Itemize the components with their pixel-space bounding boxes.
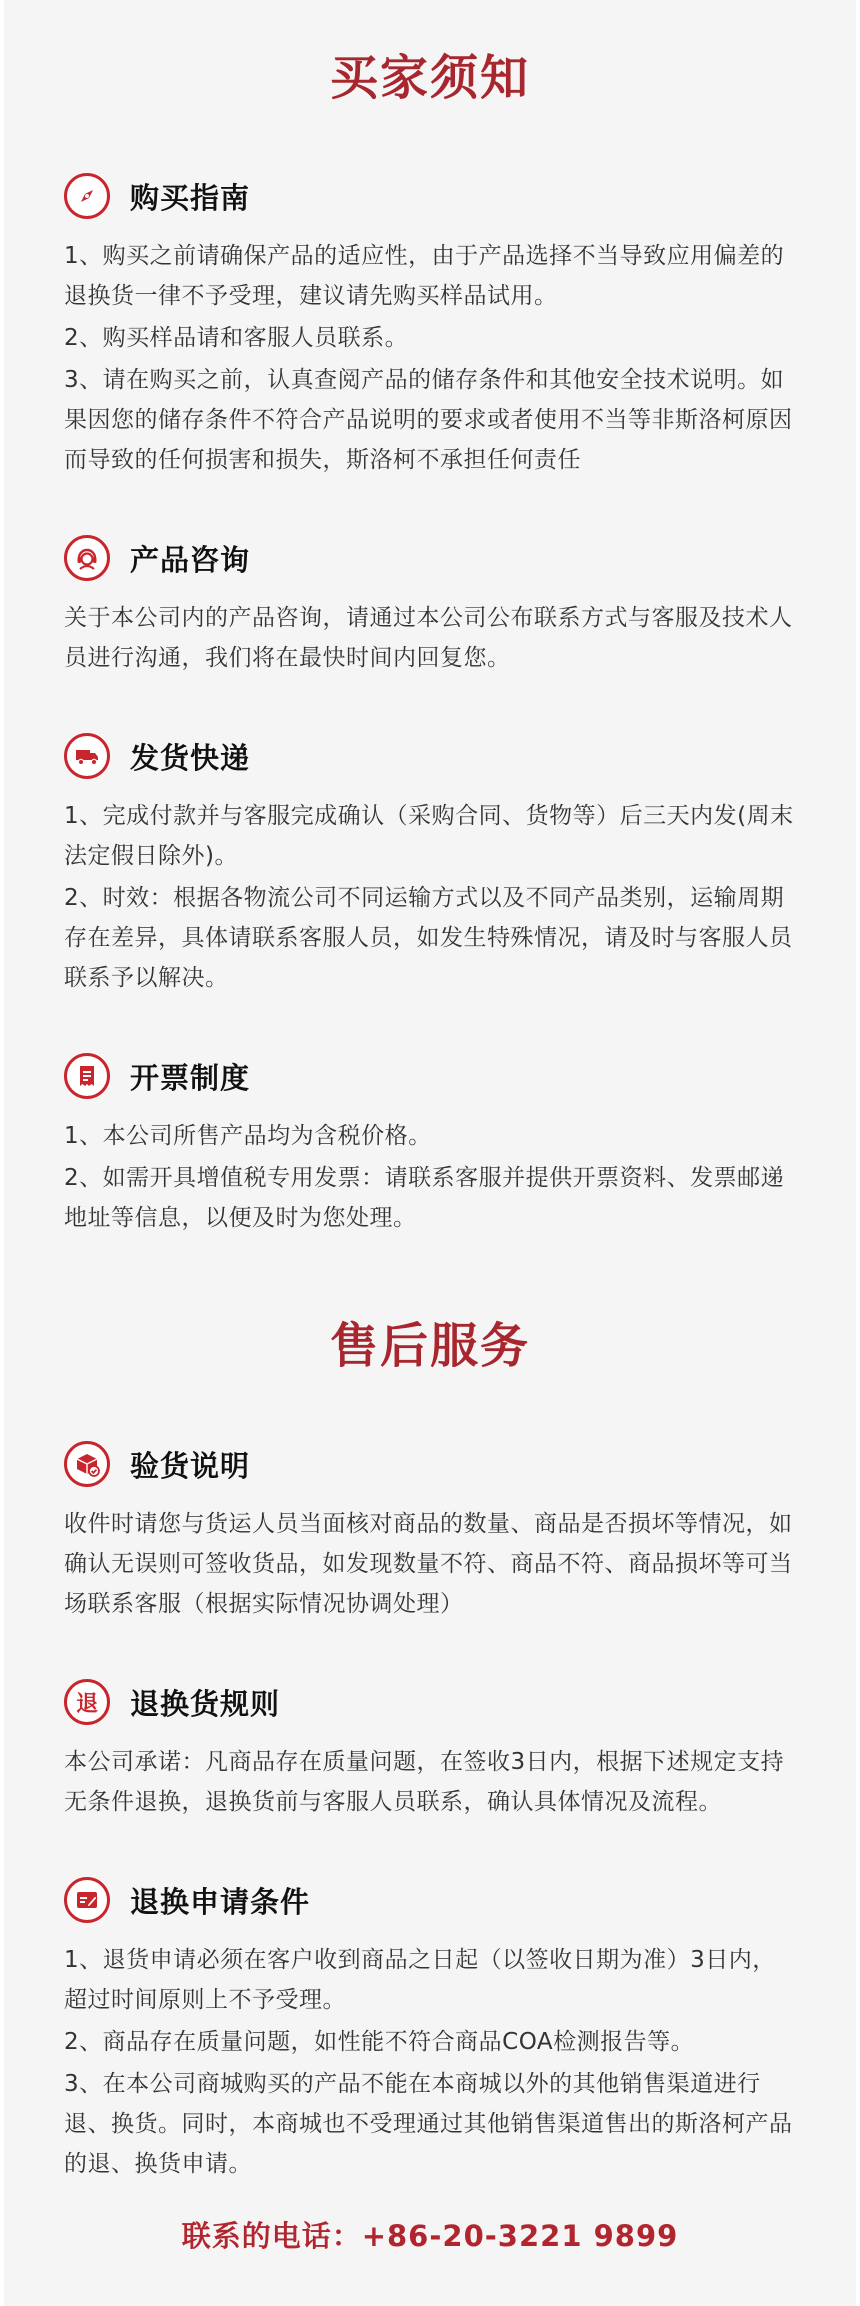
section-inspection: [64, 1438, 796, 1624]
paragraph: 2、商品存在质量问题，如性能不符合商品COA检测报告等。: [64, 2029, 695, 2055]
paragraph: 1、本公司所售产品均为含税价格。: [64, 1123, 432, 1149]
section-header: [64, 1874, 796, 1926]
return-icon-glyph: 退: [75, 1691, 98, 1717]
section-body: [64, 1504, 796, 1624]
customer-service-icon: [64, 535, 110, 581]
paragraph: 3、在本公司商城购买的产品不能在本商城以外的其他销售渠道进行退、换货。同时，本商城也不受理通过其他销售渠道售出的斯洛柯产品的退、换货申请。: [64, 2071, 793, 2177]
invoice-icon: [64, 1053, 110, 1099]
section-header: [64, 170, 796, 222]
section-purchase-guide: [64, 170, 796, 480]
paragraph: 3、请在购买之前，认真查阅产品的储存条件和其他安全技术说明。如果因您的储存条件不符合产品说明的要求或者使用不当等非斯洛柯原因而导致的任何损害和损失，斯洛柯不承担任何责任: [64, 367, 793, 473]
section-body: [64, 1116, 796, 1238]
return-icon: [64, 1679, 110, 1725]
paragraph: 2、时效：根据各物流公司不同运输方式以及不同产品类别，运输周期存在差异，具体请联系客服人员，如发生特殊情况，请及时与客服人员联系予以解决。: [64, 885, 793, 991]
section-header: [64, 730, 796, 782]
section-body: [64, 796, 796, 998]
page: [4, 0, 856, 2306]
section-title: 发货快递: [130, 740, 251, 775]
paragraph: 收件时请您与货运人员当面核对商品的数量、商品是否损坏等情况，如确认无误则可签收货品，如发现数量不符、商品不符、商品损坏等可当场联系客服（根据实际情况协调处理）: [64, 1511, 793, 1617]
delivery-truck-icon: [64, 733, 110, 779]
package-check-icon: [64, 1441, 110, 1487]
buyer-notice-title: 买家须知: [329, 50, 530, 106]
paragraph: 1、完成付款并与客服完成确认（采购合同、货物等）后三天内发(周末法定假日除外)。: [64, 803, 794, 869]
section-header: [64, 1050, 796, 1102]
section-title: 产品咨询: [130, 542, 251, 577]
contact-label: 联系的电话：: [181, 2219, 362, 2253]
section-title: 退换货规则: [130, 1686, 281, 1721]
section-body: [64, 1940, 796, 2184]
paragraph: 1、退货申请必须在客户收到商品之日起（以签收日期为准）3日内，超过时间原则上不予受理。: [64, 1947, 776, 2013]
section-title: 购买指南: [130, 180, 251, 215]
section-return-conditions: [64, 1874, 796, 2184]
section-body: [64, 598, 796, 678]
after-sales-title: 售后服务: [329, 1318, 530, 1374]
section-header: [64, 1438, 796, 1490]
section-title: 开票制度: [130, 1060, 251, 1095]
section-body: [64, 1742, 796, 1822]
paragraph: 1、购买之前请确保产品的适应性，由于产品选择不当导致应用偏差的退换货一律不予受理，建议请先购买样品试用。: [64, 243, 785, 309]
compass-icon: [64, 173, 110, 219]
section-product-consult: [64, 532, 796, 678]
section-title: 验货说明: [130, 1448, 251, 1483]
paragraph: 关于本公司内的产品咨询，请通过本公司公布联系方式与客服及技术人员进行沟通，我们将在最快时间内回复您。: [64, 605, 793, 671]
paragraph: 2、购买样品请和客服人员联系。: [64, 325, 409, 351]
section-invoice: [64, 1050, 796, 1238]
contact-phone: [4, 2214, 856, 2255]
section-header: [64, 532, 796, 584]
section-header: [64, 1676, 796, 1728]
section-body: [64, 236, 796, 480]
paragraph: 2、如需开具增值税专用发票：请联系客服并提供开票资料、发票邮递地址等信息，以便及时为您处理。: [64, 1165, 785, 1231]
section-return-rules: [64, 1676, 796, 1822]
phone-number[interactable]: +86-20-3221 9899: [361, 2219, 679, 2253]
application-form-icon: [64, 1877, 110, 1923]
section-title: 退换申请条件: [130, 1884, 311, 1919]
paragraph: 本公司承诺：凡商品存在质量问题，在签收3日内，根据下述规定支持无条件退换，退换货前与客服人员联系，确认具体情况及流程。: [64, 1749, 785, 1815]
section-shipping: [64, 730, 796, 998]
